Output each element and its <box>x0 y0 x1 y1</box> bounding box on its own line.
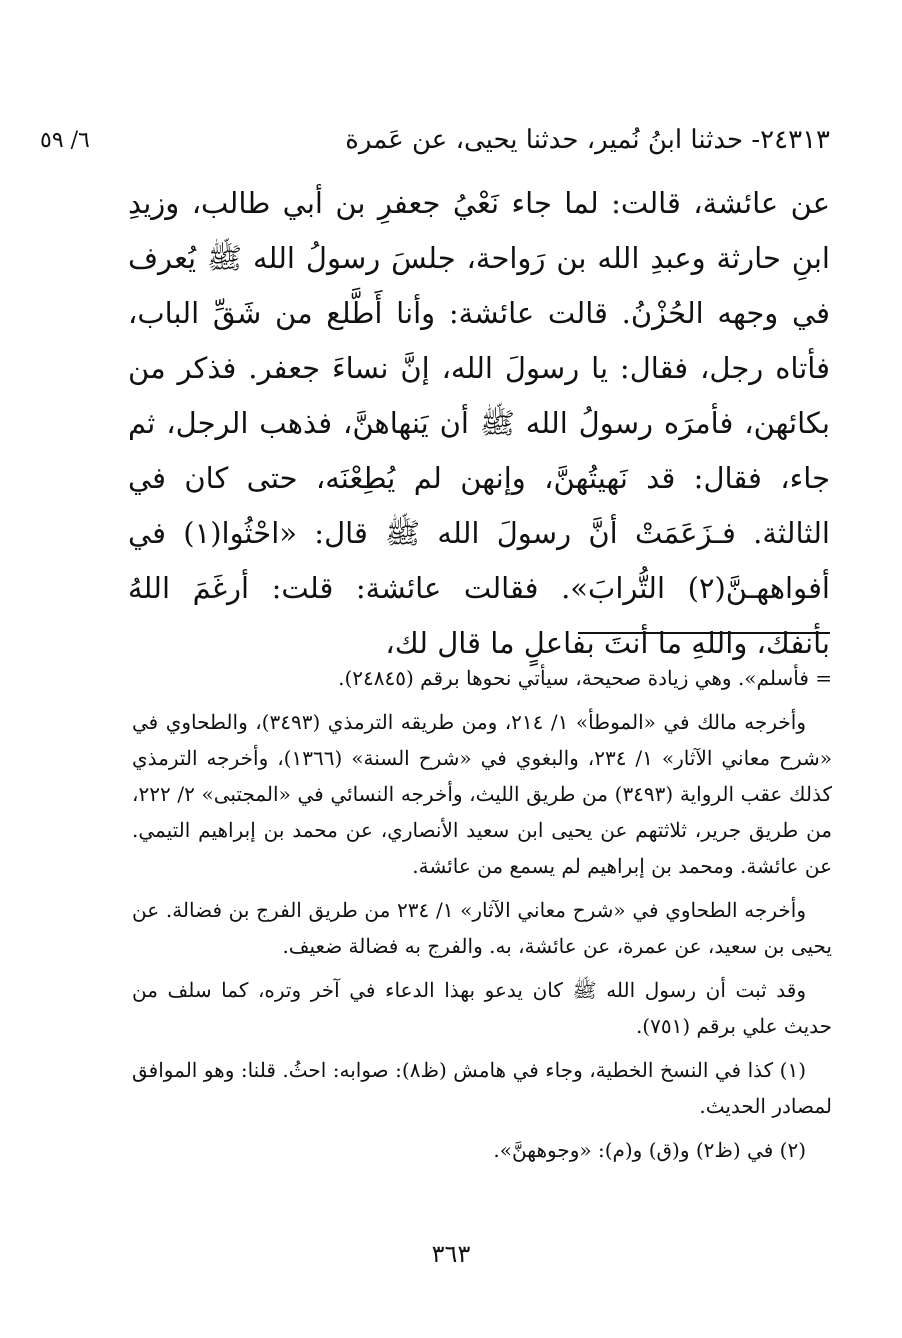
footnote-1: (١) كذا في النسخ الخطية، وجاء في هامش (ظ٨): صوابه: احثُ. قلنا: وهو الموافق لمصادر الحديث. <box>132 1058 832 1118</box>
footnote-continuation: = فأسلم». وهي زيادة صحيحة، سيأتي نحوها برقم (٢٤٨٤٥). <box>338 666 832 690</box>
page-number: ٣٦٣ <box>431 1240 471 1268</box>
footnotes-section <box>132 660 832 1176</box>
hadith-text: عن عائشة، قالت: لما جاء نَعْيُ جعفرِ بن أبي طالب، وزيدِ ابنِ حارثة وعبدِ الله بن رَواحة، جلسَ رسولُ الله ﷺ يُعرف في وجهه الحُزْنُ. قالت عائشة: وأنا أَطَّلع من شَقِّ الباب، فأتاه رجل، فقال: يا رسولَ الله، إنَّ نساءَ جعفر. فذكر من بكائهن، فأمرَه رسولُ الله ﷺ أن يَنهاهنَّ، فذهب الرجل، ثم جاء، فقال: قد نَهيتُهنَّ، وإنهن لم يُطِعْنَه، حتى كان في الثالثة. فـزَعَمَتْ أنَّ رسولَ الله ﷺ قال: «احْثُوا(١) في أفواههـنَّ(٢) التُّرابَ». فقالت عائشة: قلت: أرغَمَ اللهُ بأنفك، واللهِ ما أنتَ بفاعلٍ ما قال لك، <box>128 186 830 660</box>
footnote-divider <box>578 632 830 634</box>
running-header <box>40 120 830 160</box>
hadith-body <box>128 176 830 671</box>
footnote-paragraph: وأخرجه الطحاوي في «شرح معاني الآثار» ١/ ٢٣٤ من طريق الفرج بن فضالة. عن يحيى بن سعيد، عن عمرة، عن عائشة، به. والفرج به فضالة ضعيف. <box>132 898 832 958</box>
volume-page-reference: ٦/ ٥٩ <box>40 127 90 153</box>
hadith-heading: ٢٤٣١٣- حدثنا ابنُ نُمير، حدثنا يحيى، عن عَمرة <box>345 125 830 155</box>
footnote-2: (٢) في (ظ٢) و(ق) و(م): «وجوههنَّ». <box>493 1138 806 1162</box>
footnote-paragraph: وأخرجه مالك في «الموطأ» ١/ ٢١٤، ومن طريقه الترمذي (٣٤٩٣)، والطحاوي في «شرح معاني الآثار» ١/ ٢٣٤، والبغوي في «شرح السنة» (١٣٦٦)، وأخرجه الترمذي كذلك عقب الرواية (٣٤٩٣) من طريق الليث، وأخرجه النسائي في «المجتبى» ٢/ ٢٢٢، من طريق جرير، ثلاثتهم عن يحيى ابن سعيد الأنصاري، عن محمد بن إبراهيم التيمي. عن عائشة. ومحمد بن إبراهيم لم يسمع من عائشة. <box>132 710 832 878</box>
footnote-paragraph: وقد ثبت أن رسول الله ﷺ كان يدعو بهذا الدعاء في آخر وتره، كما سلف من حديث علي برقم (٧٥١). <box>132 978 832 1038</box>
